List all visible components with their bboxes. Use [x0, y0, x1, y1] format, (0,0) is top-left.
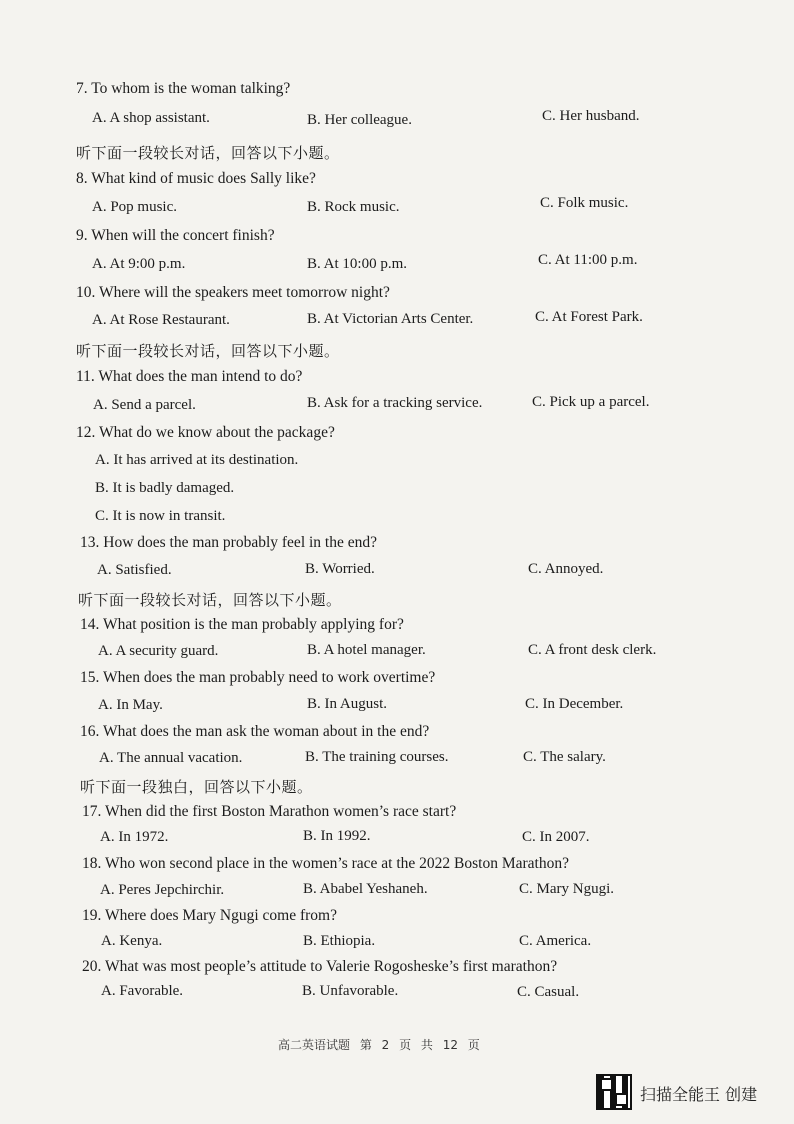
- option-a: A. It has arrived at its destination.: [95, 452, 299, 468]
- section-instruction: 听下面一段较长对话，回答以下小题。: [76, 144, 340, 162]
- option-b: B. Unfavorable.: [302, 983, 399, 999]
- option-b: B. It is badly damaged.: [95, 480, 235, 496]
- question-stem: 18. Who won second place in the women’s race at the 2022 Boston Marathon?: [82, 855, 569, 872]
- option-a: A. A security guard.: [98, 643, 219, 659]
- question-stem: 12. What do we know about the package?: [76, 424, 335, 441]
- option-c: C. The salary.: [523, 749, 606, 765]
- option-c: C. Pick up a parcel.: [532, 394, 650, 410]
- option-c: C. Folk music.: [540, 195, 629, 211]
- section-instruction: 听下面一段独白，回答以下小题。: [80, 778, 313, 796]
- option-b: B. At 10:00 p.m.: [307, 256, 408, 272]
- option-c: C. At Forest Park.: [535, 309, 643, 325]
- option-b: B. Ask for a tracking service.: [307, 395, 483, 411]
- question-stem: 20. What was most people’s attitude to Valerie Rogosheske’s first marathon?: [82, 958, 558, 975]
- question-stem: 15. When does the man probably need to work overtime?: [80, 669, 436, 686]
- option-a: A. Send a parcel.: [93, 397, 196, 413]
- option-a: A. In May.: [98, 697, 163, 713]
- page-footer: 高二英语试题 第 2 页 共 12 页: [278, 1038, 480, 1052]
- qr-code-icon: [596, 1074, 632, 1110]
- question-stem: 13. How does the man probably feel in the end?: [80, 534, 377, 551]
- option-a: A. The annual vacation.: [99, 750, 243, 766]
- option-c: C. Her husband.: [542, 108, 640, 124]
- option-b: B. In 1992.: [303, 828, 371, 844]
- question-stem: 14. What position is the man probably applying for?: [80, 616, 404, 633]
- option-a: A. Satisfied.: [97, 562, 172, 578]
- option-a: A. At 9:00 p.m.: [92, 256, 186, 272]
- question-stem: 17. When did the first Boston Marathon women’s race start?: [82, 803, 457, 820]
- option-b: B. Ababel Yeshaneh.: [303, 881, 428, 897]
- option-b: B. Her colleague.: [307, 112, 412, 128]
- question-stem: 16. What does the man ask the woman about in the end?: [80, 723, 430, 740]
- option-c: C. In 2007.: [522, 829, 590, 845]
- option-b: B. Ethiopia.: [303, 933, 376, 949]
- option-a: A. A shop assistant.: [92, 110, 210, 126]
- option-a: A. Peres Jepchirchir.: [100, 882, 225, 898]
- option-c: C. Mary Ngugi.: [519, 881, 614, 897]
- option-c: C. It is now in transit.: [95, 508, 226, 524]
- option-a: A. Kenya.: [101, 933, 163, 949]
- section-instruction: 听下面一段较长对话，回答以下小题。: [76, 342, 340, 360]
- option-c: C. Casual.: [517, 984, 580, 1000]
- scanner-watermark: 扫描全能王 创建: [640, 1085, 758, 1104]
- option-c: C. Annoyed.: [528, 561, 604, 577]
- option-a: A. Favorable.: [101, 983, 184, 999]
- option-b: B. In August.: [307, 696, 388, 712]
- option-b: B. Worried.: [305, 561, 375, 577]
- option-c: C. A front desk clerk.: [528, 642, 657, 658]
- question-stem: 19. Where does Mary Ngugi come from?: [82, 907, 337, 924]
- option-b: B. At Victorian Arts Center.: [307, 311, 474, 327]
- section-instruction: 听下面一段较长对话，回答以下小题。: [78, 591, 342, 609]
- option-b: B. A hotel manager.: [307, 642, 426, 658]
- question-stem: 10. Where will the speakers meet tomorrow night?: [76, 284, 390, 301]
- question-stem: 8. What kind of music does Sally like?: [76, 170, 316, 187]
- option-b: B. The training courses.: [305, 749, 449, 765]
- question-stem: 7. To whom is the woman talking?: [76, 80, 291, 97]
- option-c: C. America.: [519, 933, 592, 949]
- option-b: B. Rock music.: [307, 199, 400, 215]
- option-a: A. In 1972.: [100, 829, 169, 845]
- question-stem: 11. What does the man intend to do?: [76, 368, 303, 385]
- option-a: A. At Rose Restaurant.: [92, 312, 230, 328]
- option-c: C. In December.: [525, 696, 624, 712]
- option-a: A. Pop music.: [92, 199, 178, 215]
- option-c: C. At 11:00 p.m.: [538, 252, 638, 268]
- question-stem: 9. When will the concert finish?: [76, 227, 275, 244]
